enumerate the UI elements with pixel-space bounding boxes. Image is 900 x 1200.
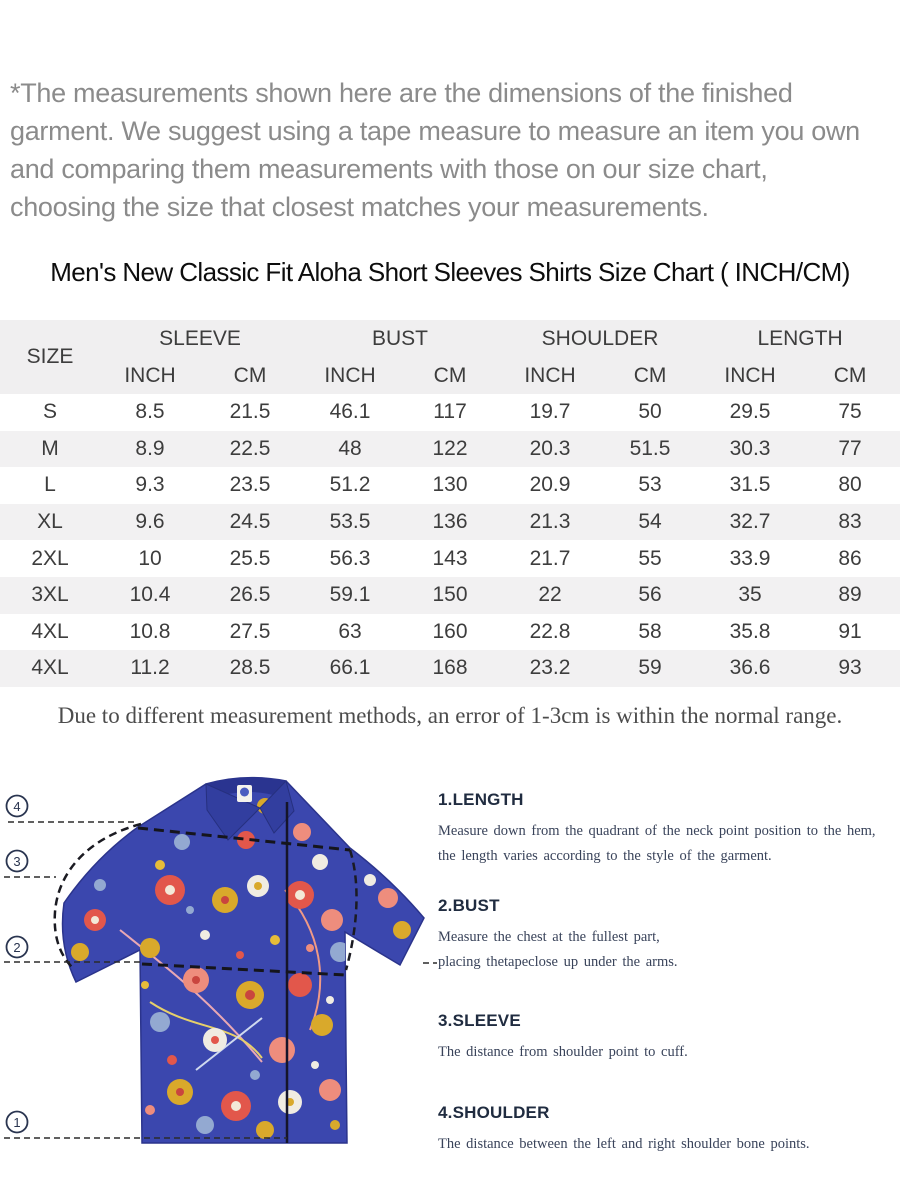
unit-header: CM (200, 357, 300, 394)
value-cell: 53.5 (329, 510, 371, 534)
table-row (0, 394, 900, 431)
guide-heading: 3.SLEEVE (438, 1011, 521, 1030)
guide-item-length (438, 790, 900, 869)
unit-header: INCH (100, 357, 200, 394)
value-cell: 130 (432, 473, 468, 497)
unit-header: CM (600, 357, 700, 394)
value-cell: 30.3 (729, 436, 771, 460)
group-header-length: LENGTH (700, 320, 900, 357)
value-cell: 46.1 (329, 400, 371, 424)
guide-text: Measure the chest at the fullest part, (438, 929, 660, 945)
table-row (0, 614, 900, 651)
value-cell: 35.8 (729, 619, 771, 643)
guide-heading: 2.BUST (438, 896, 500, 915)
value-cell: 80 (838, 473, 862, 497)
callout-2-icon (7, 937, 28, 958)
value-cell: 21.3 (529, 510, 571, 534)
value-cell: 21.7 (529, 546, 571, 570)
value-cell: 117 (433, 400, 467, 424)
guide-text: placing thetapeclose up under the arms. (438, 954, 678, 970)
value-cell: 56.3 (329, 546, 371, 570)
value-cell: 28.5 (229, 656, 271, 680)
value-cell: 23.2 (529, 656, 571, 680)
measure-guide (438, 790, 900, 1190)
size-cell: 2XL (31, 546, 69, 570)
value-cell: 10.4 (129, 583, 171, 607)
group-header-row (0, 320, 900, 357)
unit-header: CM (400, 357, 500, 394)
value-cell: 31.5 (729, 473, 771, 497)
unit-header: CM (800, 357, 900, 394)
value-cell: 59.1 (329, 583, 371, 607)
table-row (0, 577, 900, 614)
size-cell: 3XL (31, 583, 69, 607)
value-cell: 22.8 (529, 619, 571, 643)
intro-line: *The measurements shown here are the dimensions of the finished (10, 78, 793, 108)
value-cell: 8.9 (135, 436, 165, 460)
value-cell: 32.7 (729, 510, 771, 534)
value-cell: 33.9 (729, 546, 771, 570)
value-cell: 150 (432, 583, 468, 607)
value-cell: 136 (432, 510, 468, 534)
value-cell: 55 (638, 546, 662, 570)
value-cell: 66.1 (329, 656, 371, 680)
value-cell: 56 (638, 583, 662, 607)
svg-text:3: 3 (13, 854, 21, 869)
value-cell: 9.6 (135, 510, 165, 534)
value-cell: 53 (638, 473, 662, 497)
value-cell: 36.6 (729, 656, 771, 680)
value-cell: 143 (432, 546, 468, 570)
value-cell: 10.8 (129, 619, 171, 643)
value-cell: 9.3 (135, 473, 165, 497)
unit-header: INCH (700, 357, 800, 394)
value-cell: 91 (838, 619, 862, 643)
guide-heading: 1.LENGTH (438, 790, 524, 809)
size-cell: 4XL (31, 619, 69, 643)
intro-line: choosing the size that closest matches your measurements. (10, 192, 709, 222)
size-cell: L (44, 473, 56, 497)
value-cell: 26.5 (229, 583, 271, 607)
value-cell: 122 (432, 436, 468, 460)
value-cell: 20.3 (529, 436, 571, 460)
size-cell: M (41, 436, 59, 460)
value-cell: 83 (838, 510, 862, 534)
table-row (0, 431, 900, 468)
value-cell: 168 (432, 656, 468, 680)
value-cell: 11.2 (130, 656, 170, 680)
value-cell: 29.5 (729, 400, 771, 424)
size-column-header: SIZE (0, 320, 100, 394)
unit-header: INCH (300, 357, 400, 394)
value-cell: 35 (738, 583, 762, 607)
value-cell: 77 (838, 436, 862, 460)
table-row (0, 504, 900, 541)
size-cell: S (42, 400, 57, 424)
value-cell: 75 (838, 400, 862, 424)
group-header-shoulder: SHOULDER (500, 320, 700, 357)
value-cell: 8.5 (135, 400, 165, 424)
table-row (0, 650, 900, 687)
svg-text:4: 4 (13, 799, 21, 814)
guide-item-sleeve (438, 1011, 900, 1065)
value-cell: 10 (138, 546, 162, 570)
page-title: Men's New Classic Fit Aloha Short Sleeves Shirts Size Chart ( INCH/CM) (50, 257, 850, 287)
guide-text: The distance between the left and right shoulder bone points. (438, 1136, 810, 1152)
value-cell: 27.5 (229, 619, 271, 643)
guide-heading: 4.SHOULDER (438, 1103, 550, 1122)
table-row (0, 540, 900, 577)
size-cell: XL (37, 510, 63, 534)
value-cell: 51.5 (629, 436, 671, 460)
value-cell: 86 (838, 546, 862, 570)
value-cell: 22 (538, 583, 562, 607)
value-cell: 25.5 (229, 546, 271, 570)
value-cell: 20.9 (529, 473, 571, 497)
table-header (0, 320, 900, 394)
value-cell: 51.2 (329, 473, 371, 497)
value-cell: 19.7 (529, 400, 571, 424)
intro-paragraph (10, 74, 895, 226)
guide-text: The distance from shoulder point to cuff. (438, 1044, 688, 1060)
value-cell: 24.5 (229, 510, 271, 534)
shirt-illustration (0, 770, 460, 1170)
value-cell: 54 (638, 510, 662, 534)
group-header-bust: BUST (300, 320, 500, 357)
guide-item-shoulder (438, 1103, 900, 1157)
callout-3-icon (7, 851, 28, 872)
size-chart-body (0, 394, 900, 687)
value-cell: 23.5 (229, 473, 271, 497)
guide-text: Measure down from the quadrant of the neck point position to the hem, (438, 823, 876, 839)
svg-text:2: 2 (13, 940, 21, 955)
value-cell: 93 (838, 656, 862, 680)
value-cell: 59 (638, 656, 662, 680)
value-cell: 63 (338, 619, 362, 643)
size-cell: 4XL (31, 656, 69, 680)
value-cell: 21.5 (229, 400, 271, 424)
size-chart-table (0, 320, 900, 687)
value-cell: 48 (338, 436, 362, 460)
intro-line: garment. We suggest using a tape measure to measure an item you own (10, 116, 860, 146)
table-row (0, 467, 900, 504)
unit-header: INCH (500, 357, 600, 394)
callout-1-icon (7, 1112, 28, 1133)
unit-header-row (0, 357, 900, 394)
intro-line: and comparing them measurements with those on our size chart, (10, 154, 768, 184)
guide-item-bust (438, 896, 900, 975)
callout-4-icon (7, 796, 28, 817)
value-cell: 89 (838, 583, 862, 607)
tolerance-note: Due to different measurement methods, an error of 1-3cm is within the normal range. (57, 703, 843, 728)
value-cell: 50 (638, 400, 662, 424)
guide-text: the length varies according to the style of the garment. (438, 848, 772, 864)
value-cell: 22.5 (229, 436, 271, 460)
group-header-sleeve: SLEEVE (100, 320, 300, 357)
value-cell: 58 (638, 619, 662, 643)
svg-text:1: 1 (13, 1115, 21, 1130)
value-cell: 160 (432, 619, 468, 643)
